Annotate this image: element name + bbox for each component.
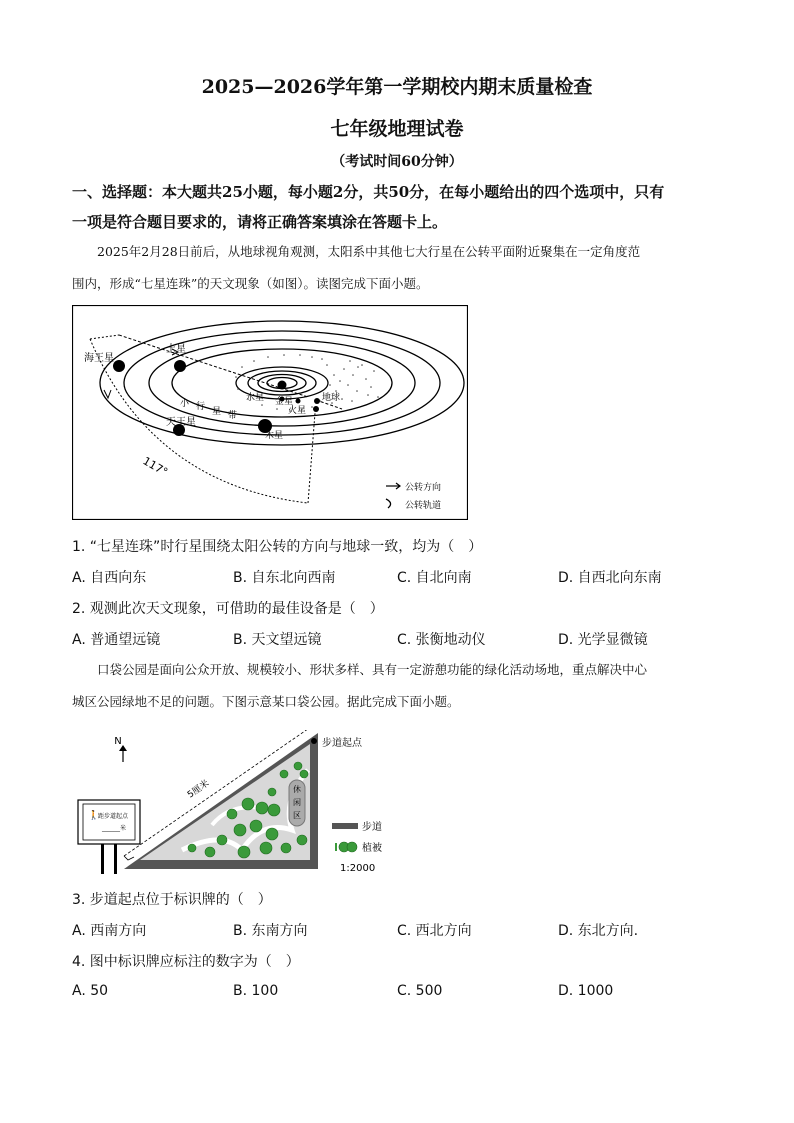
section-heading-line2: 一项是符合题目要求的，请将正确答案填涂在答题卡上。 (72, 213, 448, 231)
exam-title: 2025—2026学年第一学期校内期末质量检查 (201, 76, 593, 98)
q3-option-d[interactable]: D. 东北方向. (558, 923, 639, 939)
q1-option-a[interactable]: A. 自西向东 (72, 570, 147, 586)
question-2: 2. 观测此次天文现象，可借助的最佳设备是（ ） (72, 601, 384, 617)
q2-option-d[interactable]: D. 光学显微镜 (558, 632, 648, 648)
legend-path: 步道 (362, 822, 382, 833)
label-earth: 地球 (322, 393, 341, 403)
passage-1-line2: 围内，形成“七星连珠”的天文现象（如图）。读图完成下面小题。 (72, 276, 429, 291)
label-saturn: 土星 (166, 344, 186, 355)
passage-1-line1: 2025年2月28日前后，从地球视角观测，太阳系中其他七大行星在公转平面附近聚集在一定角度范 (97, 244, 641, 259)
label-venus: 金星 (275, 397, 294, 407)
q1-option-b[interactable]: B. 自东北向西南 (233, 570, 336, 586)
legend-scale: 1:2000 (340, 863, 376, 874)
q3-option-c[interactable]: C. 西北方向 (397, 923, 472, 939)
exam-time-note: （考试时间60分钟） (331, 154, 463, 170)
q3-option-b[interactable]: B. 东南方向 (233, 923, 308, 939)
path-start-dot (311, 738, 317, 744)
q4-option-d[interactable]: D. 1000 (558, 983, 614, 999)
legend-direction: 公转方向 (405, 483, 442, 493)
walker-icon: 🚶 (88, 811, 100, 821)
question-3: 3. 步道起点位于标识牌的（ ） (72, 892, 272, 908)
side-length-label: 5厘米 (185, 778, 212, 801)
label-mercury: 水星 (246, 393, 265, 403)
start-point-label: 步道起点 (322, 738, 362, 749)
label-jupiter: 木星 (265, 431, 284, 441)
section-heading (72, 177, 732, 237)
passage-2-line1: 口袋公园是面向公众开放、规模较小、形状多样、具有一定游憩功能的绿化活动场地，重点解决中心 (97, 662, 648, 677)
q4-option-a[interactable]: A. 50 (72, 983, 109, 999)
pocket-park-figure (72, 730, 402, 878)
legend-orbit: 公转轨道 (405, 501, 442, 511)
sign-line1: 距步道起点 (98, 813, 129, 820)
passage-1 (72, 236, 732, 300)
question-4: 4. 图中标识牌应标注的数字为（ ） (72, 954, 300, 970)
neptune-dot (113, 360, 125, 372)
q2-option-a[interactable]: A. 普通望远镜 (72, 632, 161, 648)
question-1: 1. “七星连珠”时行星围绕太阳公转的方向与地球一致，均为（ ） (72, 539, 483, 555)
mars-dot (313, 406, 319, 412)
q3-option-a[interactable]: A. 西南方向 (72, 923, 147, 939)
exam-subtitle: 七年级地理试卷 (330, 118, 464, 140)
belt-char-1: 小 (180, 399, 190, 409)
passage-2 (72, 654, 732, 718)
q1-option-d[interactable]: D. 自西北向东南 (558, 570, 662, 586)
q4-option-b[interactable]: B. 100 (233, 983, 279, 999)
q2-option-c[interactable]: C. 张衡地动仪 (397, 632, 486, 648)
q1-option-c[interactable]: C. 自北向南 (397, 570, 472, 586)
venus-dot (296, 399, 301, 404)
q2-option-b[interactable]: B. 天文望远镜 (233, 632, 322, 648)
north-label: N (114, 736, 122, 747)
belt-char-4: 带 (228, 411, 238, 421)
solar-system-figure (72, 305, 468, 520)
q4-option-c[interactable]: C. 500 (397, 983, 443, 999)
belt-char-3: 星 (212, 407, 222, 417)
label-mars: 火星 (288, 406, 307, 416)
legend-vegetation-icon (335, 842, 357, 852)
legend-vegetation: 植被 (362, 843, 382, 854)
label-uranus: 天王星 (166, 417, 196, 428)
section-heading-line1: 一、选择题：本大题共25小题，每小题2分，共50分，在每小题给出的四个选项中，只有 (72, 183, 665, 201)
sign-line2: ______米 (102, 825, 127, 832)
legend-path-icon (332, 823, 358, 829)
svg-text:区: 区 (293, 811, 301, 820)
svg-text:闲: 闲 (293, 798, 301, 807)
rest-area-char-1: 休 (293, 785, 301, 794)
earth-dot (314, 398, 320, 404)
belt-char-2: 行 (196, 402, 206, 412)
passage-2-line2: 城区公园绿地不足的问题。下图示意某口袋公园。据此完成下面小题。 (72, 694, 460, 709)
saturn-dot (174, 360, 186, 372)
label-neptune: 海王星 (84, 353, 114, 364)
angle-label: 117° (140, 454, 170, 479)
